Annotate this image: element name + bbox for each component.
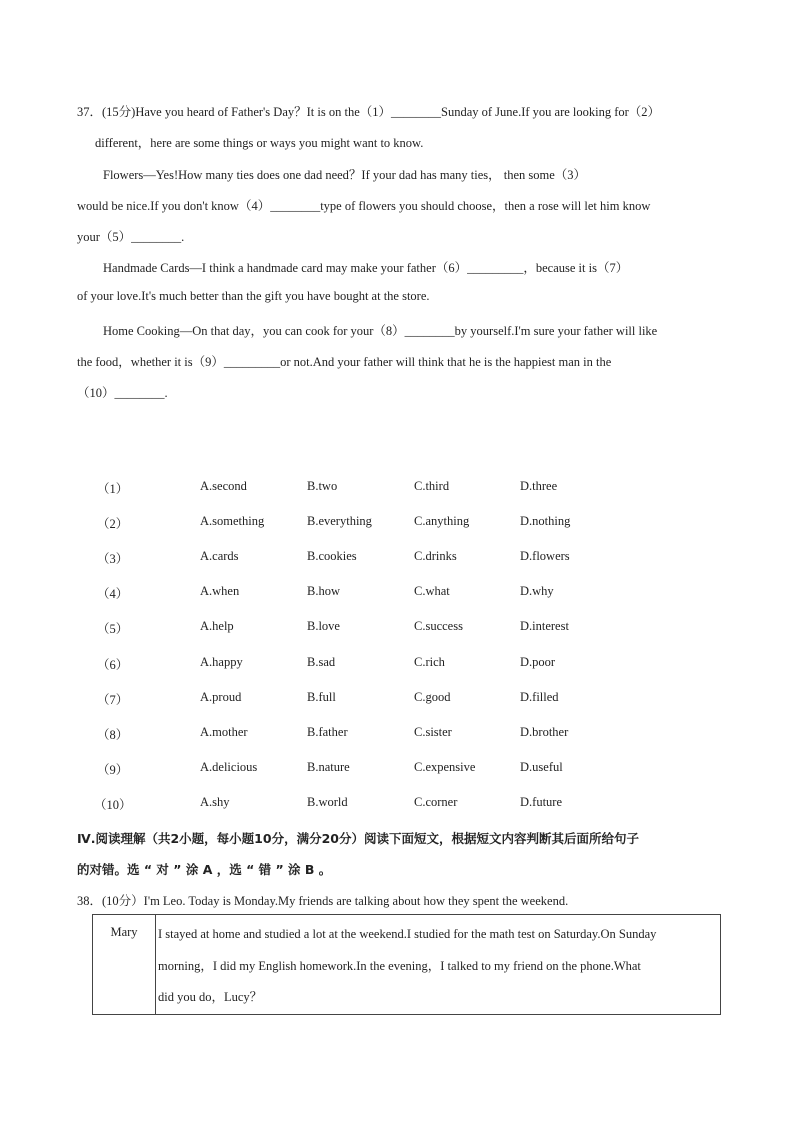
option-number: （7）: [97, 693, 129, 707]
option-b[interactable]: B.how: [307, 584, 340, 598]
option-a[interactable]: A.shy: [200, 795, 230, 809]
option-number: （1）: [97, 482, 129, 496]
option-row: [0, 690, 794, 710]
option-b[interactable]: B.cookies: [307, 549, 357, 563]
option-d[interactable]: D.poor: [520, 655, 556, 669]
option-row: [0, 514, 794, 534]
option-d[interactable]: D.why: [520, 584, 554, 598]
option-b[interactable]: B.world: [307, 795, 348, 809]
option-number: （8）: [97, 728, 129, 742]
option-c[interactable]: C.success: [414, 619, 463, 633]
q37-line-8: Home Cooking—On that day，you can cook for your（8）________by yourself.I'm sure your father will like: [103, 324, 658, 338]
q37-line-3: Flowers—Yes!How many ties does one dad need？If your dad has many ties， then some（3）: [103, 168, 587, 182]
option-c[interactable]: C.anything: [414, 514, 470, 528]
option-a[interactable]: A.cards: [200, 549, 239, 563]
q37-line-9: the food，whether it is（9）_________or not.And your father will think that he is the happiest man in the: [77, 355, 612, 369]
q38-intro: 38．(10分）I'm Leo. Today is Monday.My friends are talking about how they spent the weekend.: [77, 894, 569, 908]
option-row: [0, 479, 794, 499]
option-row: [0, 725, 794, 745]
option-a[interactable]: A.proud: [200, 690, 242, 704]
option-b[interactable]: B.full: [307, 690, 336, 704]
option-row: [0, 655, 794, 675]
speaker-text-line-1: I stayed at home and studied a lot at the weekend.I studied for the math test on Saturday.On Sunday: [158, 927, 657, 941]
option-a[interactable]: A.help: [200, 619, 234, 633]
option-a[interactable]: A.second: [200, 479, 247, 493]
option-b[interactable]: B.sad: [307, 655, 336, 669]
option-row: [0, 584, 794, 604]
q37-line-5: your（5）________.: [77, 230, 185, 244]
option-d[interactable]: D.three: [520, 479, 558, 493]
option-number: （5）: [97, 622, 129, 636]
option-d[interactable]: D.future: [520, 795, 562, 809]
option-number: （6）: [97, 658, 129, 672]
option-c[interactable]: C.what: [414, 584, 450, 598]
option-c[interactable]: C.drinks: [414, 549, 457, 563]
q37-line-6: Handmade Cards—I think a handmade card may make your father（6）_________，because it is（7）: [103, 261, 629, 275]
q38-table: [92, 914, 721, 1015]
table-row: [93, 915, 721, 1015]
option-d[interactable]: D.filled: [520, 690, 559, 704]
speaker-name: Mary: [93, 915, 156, 1015]
q37-line-10: （10）________.: [77, 386, 168, 400]
option-c[interactable]: C.third: [414, 479, 450, 493]
option-number: （9）: [97, 763, 129, 777]
option-b[interactable]: B.father: [307, 725, 348, 739]
q37-line-7: of your love.It's much better than the gift you have bought at the store.: [77, 289, 430, 303]
option-a[interactable]: A.when: [200, 584, 240, 598]
option-a[interactable]: A.mother: [200, 725, 248, 739]
option-a[interactable]: A.delicious: [200, 760, 258, 774]
option-number: （10）: [94, 798, 132, 812]
option-row: [0, 760, 794, 780]
option-number: （3）: [97, 552, 129, 566]
option-d[interactable]: D.brother: [520, 725, 569, 739]
section-heading-line-2: 的对错。选 “ 对 ” 涂 A ，选 “ 错 ” 涂 B 。: [77, 862, 332, 877]
option-d[interactable]: D.nothing: [520, 514, 571, 528]
speaker-text: [156, 915, 721, 1015]
option-row: [0, 619, 794, 639]
option-row: [0, 549, 794, 569]
option-number: （4）: [97, 587, 129, 601]
option-c[interactable]: C.sister: [414, 725, 452, 739]
option-d[interactable]: D.flowers: [520, 549, 570, 563]
q37-line-1: 37．(15分)Have you heard of Father's Day？It is on the（1）________Sunday of June.If you are looking for（2）: [77, 105, 661, 119]
option-d[interactable]: D.useful: [520, 760, 563, 774]
option-d[interactable]: D.interest: [520, 619, 569, 633]
speaker-text-line-2: morning，I did my English homework.In the evening，I talked to my friend on the phone.What: [158, 958, 641, 973]
q37-line-4: would be nice.If you don't know（4）________type of flowers you should choose，then a rose will let him know: [77, 199, 651, 213]
speaker-text-line-3: did you do，Lucy？: [158, 990, 263, 1004]
option-row: [0, 795, 794, 815]
option-number: （2）: [97, 517, 129, 531]
q37-line-2: different，here are some things or ways you might want to know.: [95, 136, 424, 150]
option-a[interactable]: A.happy: [200, 655, 243, 669]
option-b[interactable]: B.two: [307, 479, 338, 493]
option-b[interactable]: B.everything: [307, 514, 372, 528]
option-c[interactable]: C.good: [414, 690, 451, 704]
option-c[interactable]: C.corner: [414, 795, 458, 809]
option-b[interactable]: B.nature: [307, 760, 350, 774]
option-c[interactable]: C.rich: [414, 655, 445, 669]
section-heading-line-1: Ⅳ.阅读理解（共2小题，每小题10分，满分20分）阅读下面短文，根据短文内容判断其后面所给句子: [77, 831, 639, 846]
option-b[interactable]: B.love: [307, 619, 340, 633]
option-a[interactable]: A.something: [200, 514, 265, 528]
option-c[interactable]: C.expensive: [414, 760, 476, 774]
